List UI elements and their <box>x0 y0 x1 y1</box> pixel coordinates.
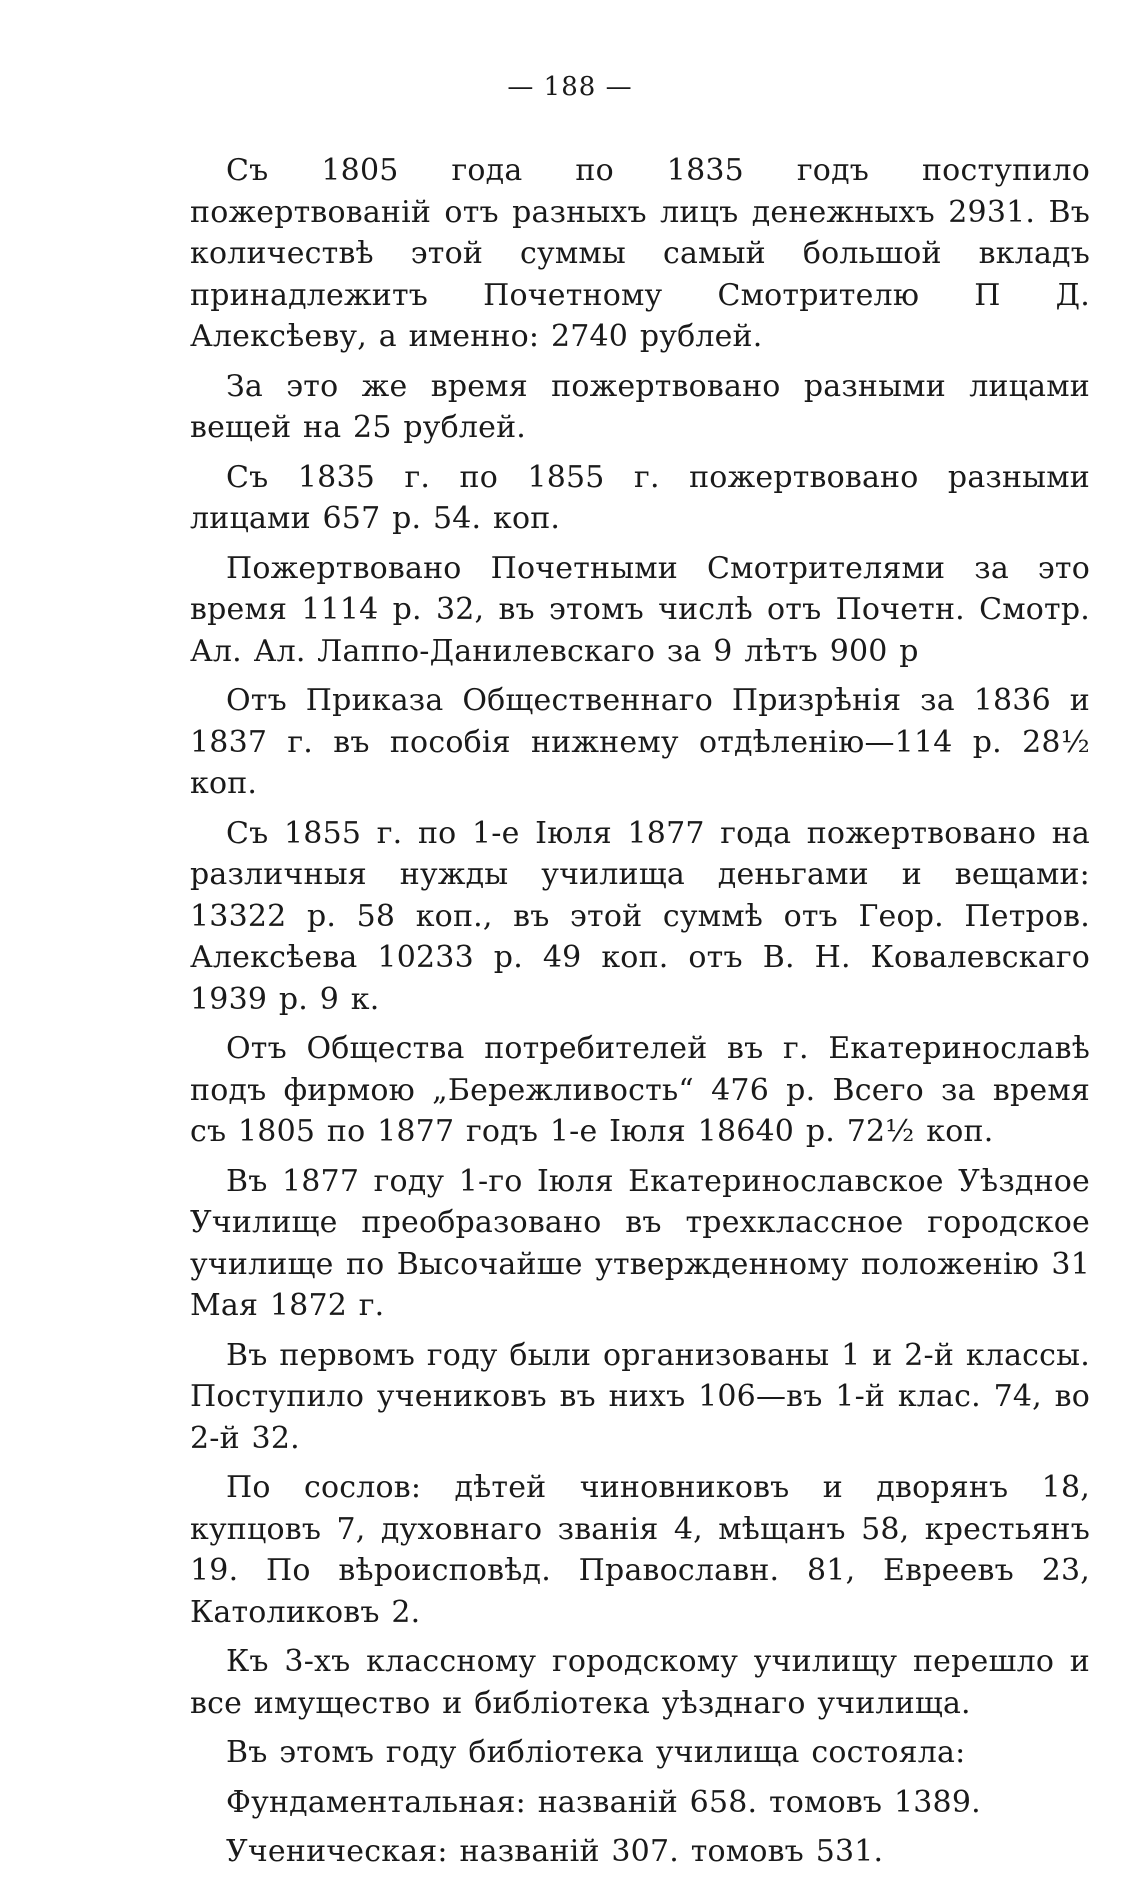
paragraph: Къ 3-хъ классному городскому училищу перешло и все имущество и библіотека уѣзднаго училища. <box>190 1644 1090 1721</box>
paragraph: Съ 1855 г. по 1-е Іюля 1877 года пожертвовано на различныя нужды училища деньгами и вещами: 13322 р. 58 коп., въ этой суммѣ отъ Геор. Петров. Алексѣева 10233 р. 49 коп. отъ В. Н. Ковалевскаго 1939 р. 9 к. <box>190 815 1090 1017</box>
page-number: — 188 — <box>507 72 633 102</box>
paragraph: Фундаментальная: названій 658. томовъ 1389. <box>226 1784 981 1820</box>
page-body <box>190 150 1090 1881</box>
paragraph: По сослов: дѣтей чиновниковъ и дворянъ 18, купцовъ 7, духовнаго званія 4, мѣщанъ 58, крестьянъ 19. По вѣроисповѣд. Православн. 81, Евреевъ 23, Католиковъ 2. <box>190 1470 1090 1630</box>
paragraph: Въ 1877 году 1-го Іюля Екатеринославское Уѣздное Училище преобразовано въ трехклассное городское училище по Высочайше утвержденному положенію 31 Мая 1872 г. <box>190 1163 1090 1323</box>
paragraph: Отъ Приказа Общественнаго Призрѣнія за 1836 и 1837 г. въ пособія нижнему отдѣленію—114 р. 28½ коп. <box>190 683 1090 801</box>
paragraph: Ученическая: названій 307. томовъ 531. <box>226 1834 884 1869</box>
paragraph: Съ 1805 года по 1835 годъ поступило пожертвованій отъ разныхъ лицъ денежныхъ 2931. Въ количествѣ этой суммы самый большой вкладъ принадлежитъ Почетному Смотрителю П Д. Алексѣеву, а именно: 2740 рублей. <box>190 153 1090 354</box>
paragraph: Пожертвовано Почетными Смотрителями за это время 1114 р. 32, въ этомъ числѣ отъ Почетн. Смотр. Ал. Ал. Лаппо-Данилевскаго за 9 лѣтъ 900 р <box>190 550 1090 669</box>
paragraph: Отъ Общества потребителей въ г. Екатеринославѣ подъ фирмою „Бережливость“ 476 р. Всего за время съ 1805 по 1877 годъ 1-е Іюля 18640 р. 72½ коп. <box>190 1031 1090 1149</box>
paragraph: Въ этомъ году библіотека училища состояла: <box>226 1735 966 1770</box>
paragraph: Въ первомъ году были организованы 1 и 2-й классы. Поступило учениковъ въ нихъ 106—въ 1-й клас. 74, во 2-й 32. <box>190 1337 1090 1456</box>
paragraph: Съ 1835 г. по 1855 г. пожертвовано разными лицами 657 р. 54. коп. <box>190 459 1090 536</box>
paragraph: За это же время пожертвовано разными лицами вещей на 25 рублей. <box>190 368 1090 445</box>
